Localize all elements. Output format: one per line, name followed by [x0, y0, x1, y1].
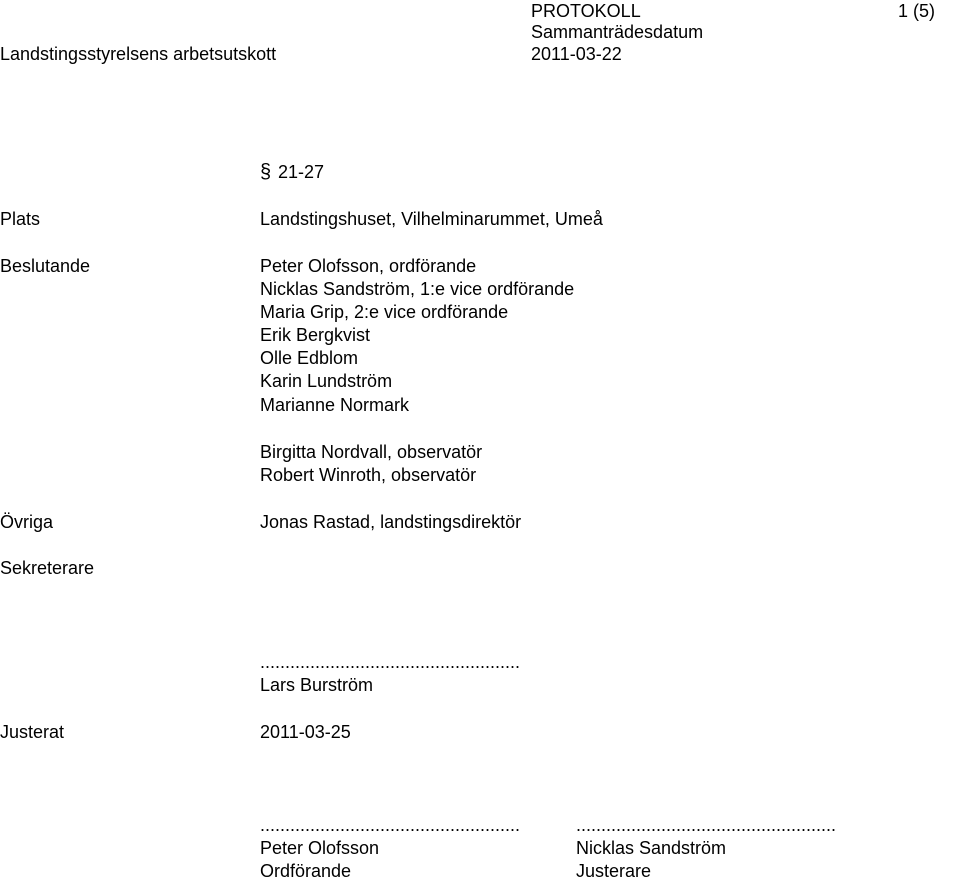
sekreterare-signature-line: ....................................................: [260, 652, 521, 672]
member-2: Nicklas Sandström, 1:e vice ordförande: [260, 279, 575, 299]
document-type: PROTOKOLL: [531, 1, 641, 21]
member-4: Erik Bergkvist: [260, 325, 371, 345]
member-6: Karin Lundström: [260, 371, 393, 391]
section-range: 21-27: [278, 162, 325, 182]
member-3: Maria Grip, 2:e vice ordförande: [260, 302, 509, 322]
member-5: Olle Edblom: [260, 348, 359, 368]
header-org: Landstingsstyrelsens arbetsutskott: [0, 44, 277, 64]
observer-1: Birgitta Nordvall, observatör: [260, 442, 483, 462]
ovriga-label: Övriga: [0, 512, 54, 532]
signature-name-ordforande: Peter Olofsson: [260, 838, 380, 858]
member-7: Marianne Normark: [260, 395, 410, 415]
signature-name-justerare: Nicklas Sandström: [576, 838, 727, 858]
signature-role-ordforande: Ordförande: [260, 861, 352, 881]
plats-value: Landstingshuset, Vilhelminarummet, Umeå: [260, 209, 603, 229]
member-1: Peter Olofsson, ordförande: [260, 256, 477, 276]
observer-2: Robert Winroth, observatör: [260, 465, 477, 485]
sekreterare-name: Lars Burström: [260, 675, 374, 695]
meeting-date: 2011-03-22: [531, 44, 622, 64]
signature-role-justerare: Justerare: [576, 861, 652, 881]
justerat-date: 2011-03-25: [260, 722, 351, 742]
beslutande-label: Beslutande: [0, 256, 91, 276]
sekreterare-label: Sekreterare: [0, 558, 95, 578]
signature-line-ordforande: ....................................................: [260, 815, 521, 835]
meeting-date-label: Sammanträdesdatum: [531, 22, 704, 42]
justerat-label: Justerat: [0, 722, 65, 742]
plats-label: Plats: [0, 209, 41, 229]
page-number: 1 (5): [898, 1, 936, 21]
section-symbol: §: [260, 161, 272, 183]
signature-line-justerare: ....................................................: [576, 815, 837, 835]
ovriga-value: Jonas Rastad, landstingsdirektör: [260, 512, 522, 532]
